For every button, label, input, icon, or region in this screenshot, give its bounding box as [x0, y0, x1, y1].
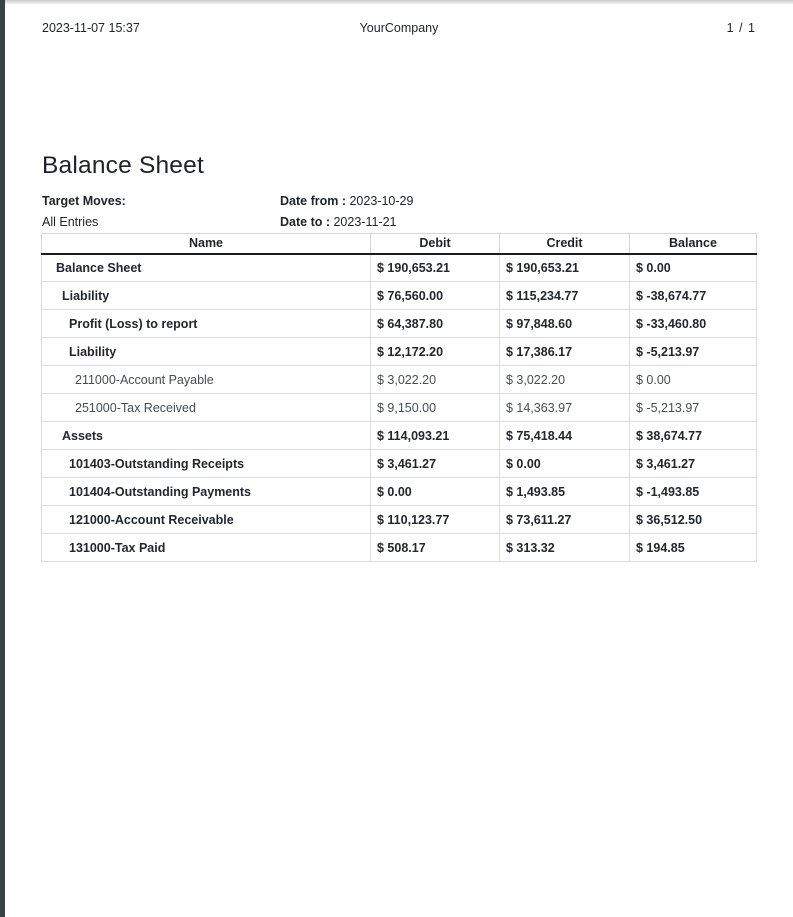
- date-to-value: 2023-11-21: [333, 215, 397, 229]
- target-moves-label: Target Moves:: [42, 194, 126, 208]
- row-credit: $ 3,022.20: [500, 366, 630, 394]
- row-credit: $ 73,611.27: [500, 506, 630, 534]
- date-to-line: [280, 212, 413, 233]
- balance-sheet-table: [41, 233, 757, 562]
- row-balance: $ -5,213.97: [630, 338, 757, 366]
- row-balance: $ 36,512.50: [630, 506, 757, 534]
- row-credit: $ 115,234.77: [500, 282, 630, 310]
- table-row: [42, 310, 757, 338]
- row-name: Liability: [42, 282, 371, 310]
- row-debit: $ 190,653.21: [371, 254, 500, 282]
- table-row: [42, 422, 757, 450]
- header-company: YourCompany: [359, 21, 439, 35]
- row-balance: $ -33,460.80: [630, 310, 757, 338]
- row-name: Assets: [42, 422, 371, 450]
- row-credit: $ 313.32: [500, 534, 630, 562]
- row-name: 251000-Tax Received: [42, 394, 371, 422]
- row-name: 131000-Tax Paid: [42, 534, 371, 562]
- date-from-line: [280, 191, 413, 212]
- row-debit: $ 12,172.20: [371, 338, 500, 366]
- row-debit: $ 110,123.77: [371, 506, 500, 534]
- target-moves-value: All Entries: [42, 215, 99, 229]
- row-name: 101403-Outstanding Receipts: [42, 450, 371, 478]
- table-row: [42, 366, 757, 394]
- date-range-block: [280, 191, 413, 233]
- row-credit: $ 97,848.60: [500, 310, 630, 338]
- table-body: [42, 254, 757, 562]
- row-debit: $ 3,022.20: [371, 366, 500, 394]
- table-header-row: [42, 234, 757, 254]
- row-balance: $ 0.00: [630, 254, 757, 282]
- row-credit: $ 17,386.17: [500, 338, 630, 366]
- date-from-label: Date from :: [280, 194, 346, 208]
- row-debit: $ 9,150.00: [371, 394, 500, 422]
- column-header-name: Name: [42, 234, 371, 254]
- header-pagination: 1 / 1: [726, 21, 756, 35]
- row-name: Liability: [42, 338, 371, 366]
- row-balance: $ -5,213.97: [630, 394, 757, 422]
- row-balance: $ 38,674.77: [630, 422, 757, 450]
- row-debit: $ 0.00: [371, 478, 500, 506]
- table-row: [42, 450, 757, 478]
- table-row: [42, 506, 757, 534]
- row-name: 211000-Account Payable: [42, 366, 371, 394]
- row-debit: $ 3,461.27: [371, 450, 500, 478]
- row-debit: $ 114,093.21: [371, 422, 500, 450]
- row-name: 101404-Outstanding Payments: [42, 478, 371, 506]
- row-debit: $ 76,560.00: [371, 282, 500, 310]
- row-balance: $ -38,674.77: [630, 282, 757, 310]
- page-top-shadow: [0, 0, 793, 5]
- table-row: [42, 534, 757, 562]
- row-credit: $ 0.00: [500, 450, 630, 478]
- target-moves-block: [42, 191, 126, 233]
- table-row: [42, 478, 757, 506]
- row-balance: $ 3,461.27: [630, 450, 757, 478]
- table-row: [42, 254, 757, 282]
- row-debit: $ 64,387.80: [371, 310, 500, 338]
- date-from-value: 2023-10-29: [349, 194, 414, 208]
- row-credit: $ 1,493.85: [500, 478, 630, 506]
- table-row: [42, 394, 757, 422]
- page-header: [42, 21, 756, 35]
- date-to-label: Date to :: [280, 215, 330, 229]
- table-row: [42, 282, 757, 310]
- row-name: 121000-Account Receivable: [42, 506, 371, 534]
- header-datetime: 2023-11-07 15:37: [42, 21, 140, 35]
- row-credit: $ 14,363.97: [500, 394, 630, 422]
- column-header-credit: Credit: [500, 234, 630, 254]
- column-header-debit: Debit: [371, 234, 500, 254]
- row-name: Balance Sheet: [42, 254, 371, 282]
- row-balance: $ -1,493.85: [630, 478, 757, 506]
- row-name: Profit (Loss) to report: [42, 310, 371, 338]
- table-row: [42, 338, 757, 366]
- row-credit: $ 75,418.44: [500, 422, 630, 450]
- row-credit: $ 190,653.21: [500, 254, 630, 282]
- column-header-balance: Balance: [630, 234, 757, 254]
- row-balance: $ 194.85: [630, 534, 757, 562]
- row-debit: $ 508.17: [371, 534, 500, 562]
- report-title: Balance Sheet: [42, 152, 204, 179]
- page-left-edge: [0, 0, 5, 917]
- row-balance: $ 0.00: [630, 366, 757, 394]
